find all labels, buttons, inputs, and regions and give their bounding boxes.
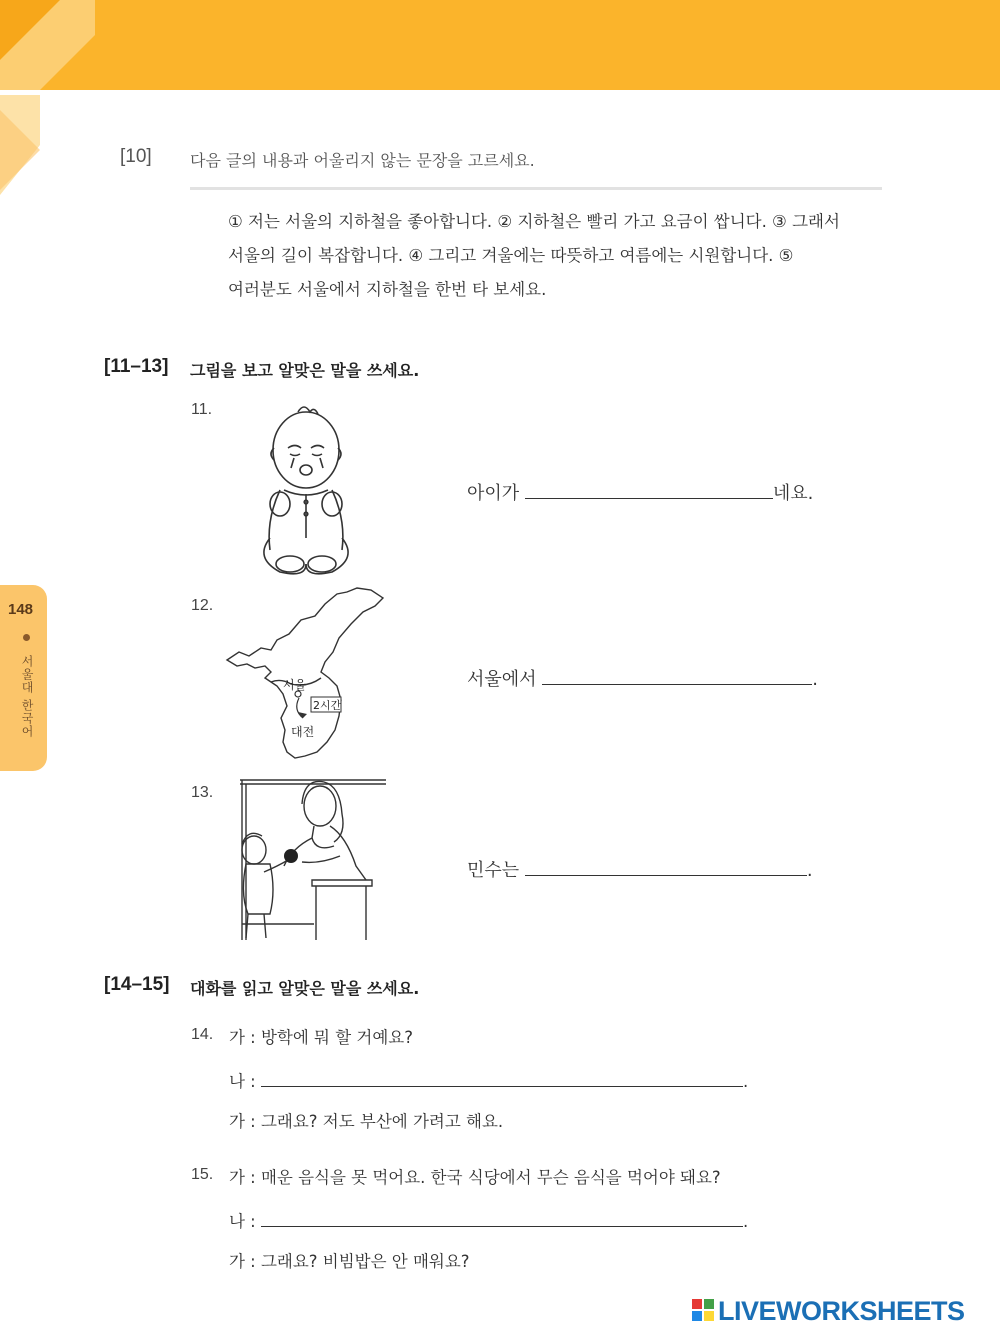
answer-blank-11[interactable] <box>525 478 773 499</box>
answer-blank-15[interactable] <box>261 1206 743 1227</box>
answer-prefix: 민수는 <box>467 860 520 881</box>
map-label-daejeon: 대전 <box>291 725 315 739</box>
answer-end: . <box>743 1212 749 1231</box>
bullet-dot <box>23 634 30 641</box>
liveworksheets-logo: LIVEWORKSHEETS <box>718 1296 965 1326</box>
question-14-15-instruction: 대화를 읽고 알맞은 말을 쓰세요. <box>190 979 420 998</box>
passage-line: ① 저는 서울의 지하철을 좋아합니다. ② 지하철은 빨리 가고 요금이 쌉니다. ③ 그래서 <box>228 212 840 231</box>
item-number-15: 15. <box>191 1166 214 1183</box>
answer-prefix: 아이가 <box>467 483 520 504</box>
question-number-14-15: [14–15] <box>104 974 170 995</box>
map-label-time: 2시간 <box>313 699 342 712</box>
korea-map-illustration <box>225 586 390 762</box>
question-10-instruction: 다음 글의 내용과 어울리지 않는 문장을 고르세요. <box>190 151 535 170</box>
dialogue-answer-row-14 <box>229 1066 748 1092</box>
answer-suffix: 네요. <box>772 483 814 504</box>
crying-baby-illustration <box>250 398 362 580</box>
dialogue-line: 가 : 그래요? 비빔밥은 안 매워요? <box>229 1252 470 1271</box>
passage-line: 서울의 길이 복잡합니다. ④ 그리고 겨울에는 따뜻하고 여름에는 시원합니다. ⑤ <box>228 246 794 265</box>
answer-line-13 <box>467 855 813 882</box>
answer-blank-12[interactable] <box>542 664 812 685</box>
question-number-11-13: [11–13] <box>104 356 169 377</box>
answer-end: . <box>743 1072 749 1091</box>
page-number: 148 <box>8 601 34 618</box>
book-title: 서울대 한국어 <box>20 655 34 738</box>
answer-prefix: 서울에서 <box>467 669 537 690</box>
question-10-passage <box>228 205 868 307</box>
question-11-13-instruction: 그림을 보고 알맞은 말을 쓰세요. <box>190 361 420 380</box>
item-number-14: 14. <box>191 1026 214 1043</box>
corner-decoration <box>0 0 120 220</box>
answer-line-11 <box>467 478 813 505</box>
dialogue-line: 가 : 그래요? 저도 부산에 가려고 해요. <box>229 1112 504 1131</box>
item-number-11: 11. <box>191 401 213 418</box>
answer-suffix: . <box>806 860 813 881</box>
answer-line-12 <box>467 664 818 691</box>
boy-giving-apple-illustration <box>220 776 388 942</box>
speaker-label: 나 : <box>229 1212 256 1231</box>
item-number-13: 13. <box>191 784 214 801</box>
passage-line: 여러분도 서울에서 지하철을 한번 타 보세요. <box>228 280 547 299</box>
question-number-10: [10] <box>120 146 152 167</box>
header-band <box>0 0 1000 90</box>
divider <box>190 187 882 190</box>
dialogue-line: 가 : 매운 음식을 못 먹어요. 한국 식당에서 무슨 음식을 먹어야 돼요? <box>229 1168 721 1187</box>
answer-suffix: . <box>812 669 819 690</box>
liveworksheets-logo-icon <box>692 1299 714 1321</box>
speaker-label: 나 : <box>229 1072 256 1091</box>
dialogue-answer-row-15 <box>229 1206 748 1232</box>
map-label-seoul: 서울 <box>283 678 307 692</box>
answer-blank-13[interactable] <box>525 855 807 876</box>
item-number-12: 12. <box>191 597 214 614</box>
answer-blank-14[interactable] <box>261 1066 743 1087</box>
dialogue-line: 가 : 방학에 뭐 할 거예요? <box>229 1028 413 1047</box>
